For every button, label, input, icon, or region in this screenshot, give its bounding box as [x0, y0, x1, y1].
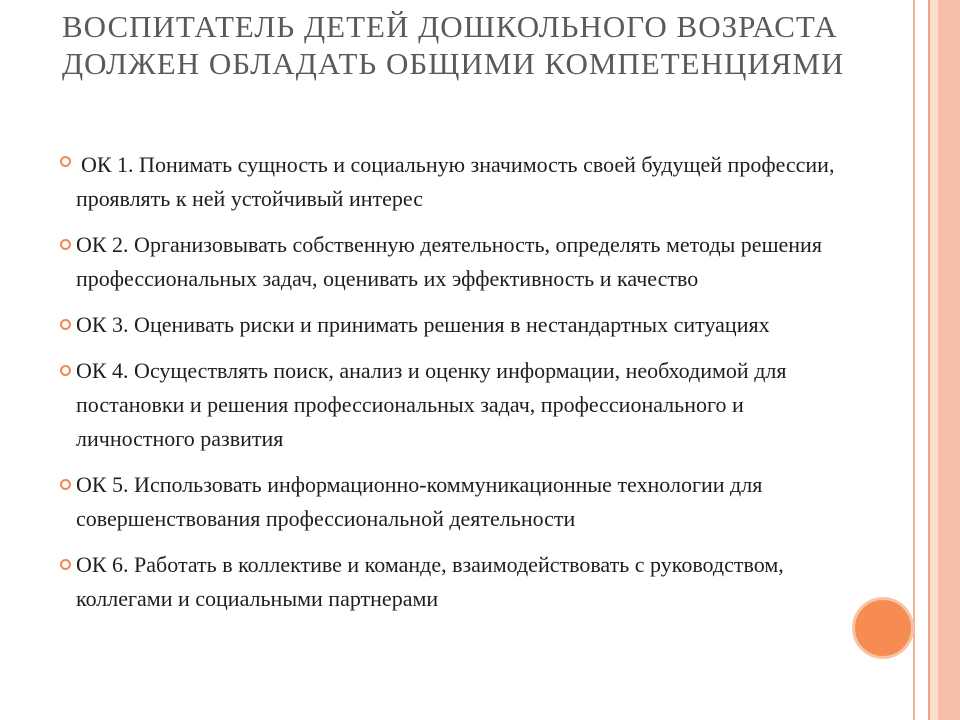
- circle-bullet-icon: [60, 239, 71, 250]
- list-item-text: ОК 6. Работать в коллективе и команде, взаимодействовать с руководством, коллегами и социальными партнерами: [76, 552, 784, 611]
- list-item: [60, 308, 860, 342]
- list-item-text: ОК 4. Осуществлять поиск, анализ и оценку информации, необходимой для постановки и решения профессиональных задач, профессионального и личностного развития: [76, 358, 787, 451]
- competency-list: [60, 148, 860, 628]
- decorative-stripe-light: [930, 0, 938, 720]
- decorative-stripe-thin: [928, 0, 930, 720]
- circle-bullet-icon: [60, 479, 71, 490]
- slide-title: ВОСПИТАТЕЛЬ ДЕТЕЙ ДОШКОЛЬНОГО ВОЗРАСТА ДОЛЖЕН ОБЛАДАТЬ ОБЩИМИ КОМПЕТЕНЦИЯМИ: [62, 9, 845, 81]
- list-item-text: ОК 2. Организовывать собственную деятельность, определять методы решения профессиональных задач, оценивать их эффективность и качество: [76, 232, 822, 291]
- circle-bullet-icon: [60, 156, 71, 167]
- decorative-circle-icon: [855, 600, 911, 656]
- list-item: [60, 548, 860, 616]
- circle-bullet-icon: [60, 319, 71, 330]
- decorative-stripe: [938, 0, 960, 720]
- list-item-text: ОК 1. Понимать сущность и социальную значимость своей будущей профессии, проявлять к ней устойчивый интерес: [76, 152, 835, 211]
- list-item: [60, 468, 860, 536]
- list-item-text: ОК 5. Использовать информационно-коммуникационные технологии для совершенствования профессиональной деятельности: [76, 472, 763, 531]
- list-item-text: ОК 3. Оценивать риски и принимать решения в нестандартных ситуациях: [76, 312, 770, 337]
- list-item: [60, 228, 860, 296]
- decorative-frame-line: [913, 0, 915, 720]
- circle-bullet-icon: [60, 365, 71, 376]
- list-item: [60, 354, 860, 456]
- list-item: [60, 148, 860, 216]
- circle-bullet-icon: [60, 559, 71, 570]
